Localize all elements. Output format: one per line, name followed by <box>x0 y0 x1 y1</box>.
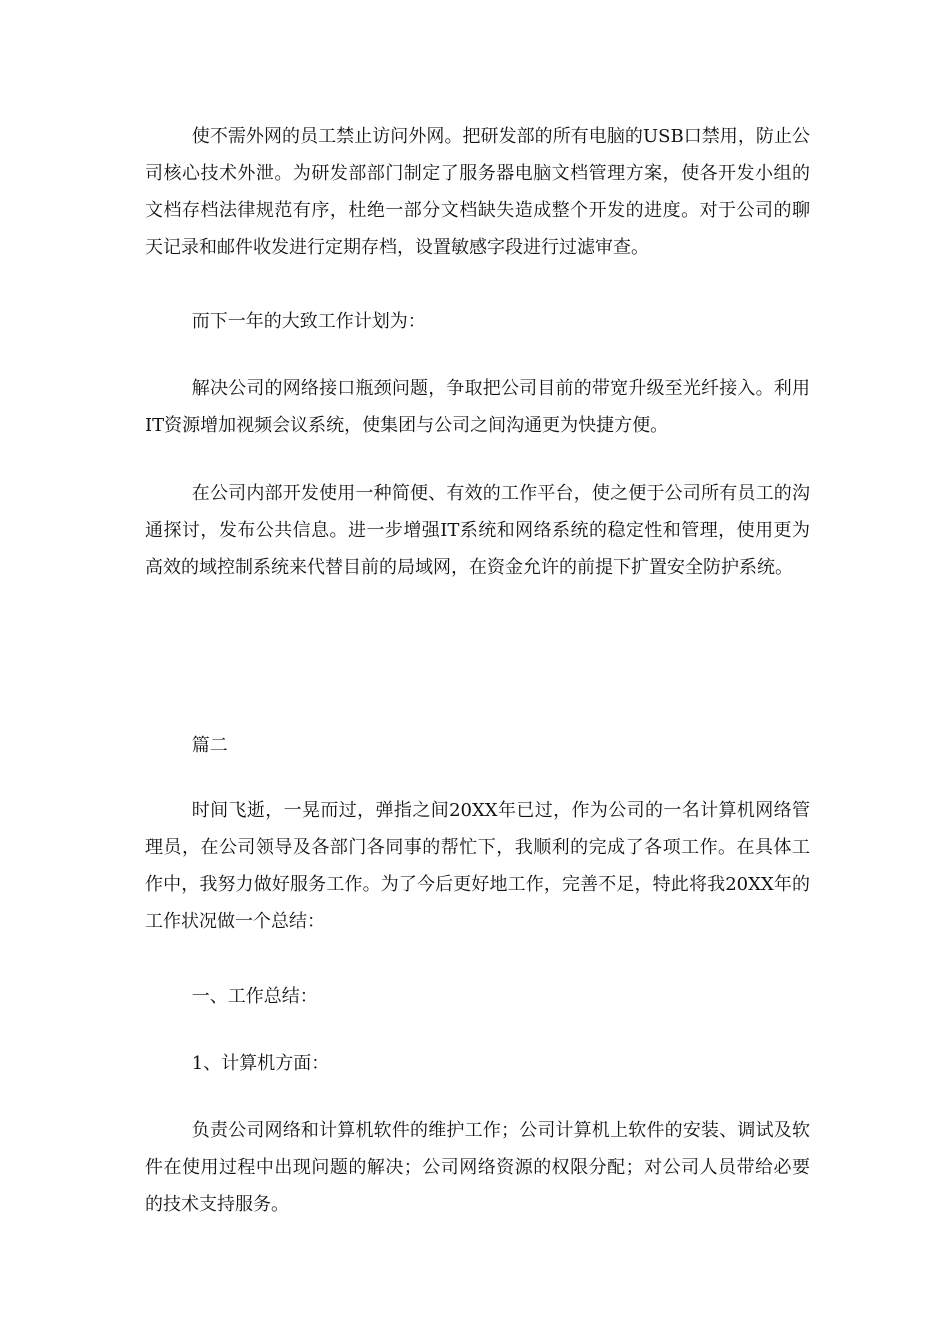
paragraph-usb-policy: 使不需外网的员工禁止访问外网。把研发部的所有电脑的USB口禁用，防止公司核心技术外泄。为研发部部门制定了服务器电脑文档管理方案，使各开发小组的文档存档法律规范有序，杜绝一部分文档缺失造成整个开发的进度。对于公司的聊天记录和邮件收发进行定期存档，设置敏感字段进行过滤审查。 <box>145 126 810 258</box>
paragraph-work-platform: 在公司内部开发使用一种简便、有效的工作平台，使之便于公司所有员工的沟通探讨，发布公共信息。进一步增强IT系统和网络系统的稳定性和管理，使用更为高效的域控制系统来代替目前的局域网，在资金允许的前提下扩置安全防护系统。 <box>145 483 810 578</box>
heading-computer-aspect: 1、计算机方面： <box>191 1053 330 1074</box>
paragraph-next-year-plan-intro: 而下一年的大致工作计划为： <box>191 311 426 332</box>
paragraph-time-flies: 时间飞逝，一晃而过，弹指之间20XX年已过，作为公司的一名计算机网络管理员，在公司领导及各部门各同事的帮忙下，我顺利的完成了各项工作。在具体工作中，我努力做好服务工作。为了今后更好地工作，完善不足，特此将我20XX年的工作状况做一个总结： <box>145 800 810 932</box>
paragraph-maintenance-duties: 负责公司网络和计算机软件的维护工作；公司计算机上软件的安装、调试及软件在使用过程中出现问题的解决；公司网络资源的权限分配；对公司人员带给必要的技术支持服务。 <box>145 1120 810 1215</box>
paragraph-network-bottleneck: 解决公司的网络接口瓶颈问题，争取把公司目前的带宽升级至光纤接入。利用IT资源增加视频会议系统，使集团与公司之间沟通更为快捷方便。 <box>145 378 810 436</box>
heading-work-summary: 一、工作总结： <box>191 986 318 1007</box>
section-heading-part-two: 篇二 <box>191 735 228 756</box>
